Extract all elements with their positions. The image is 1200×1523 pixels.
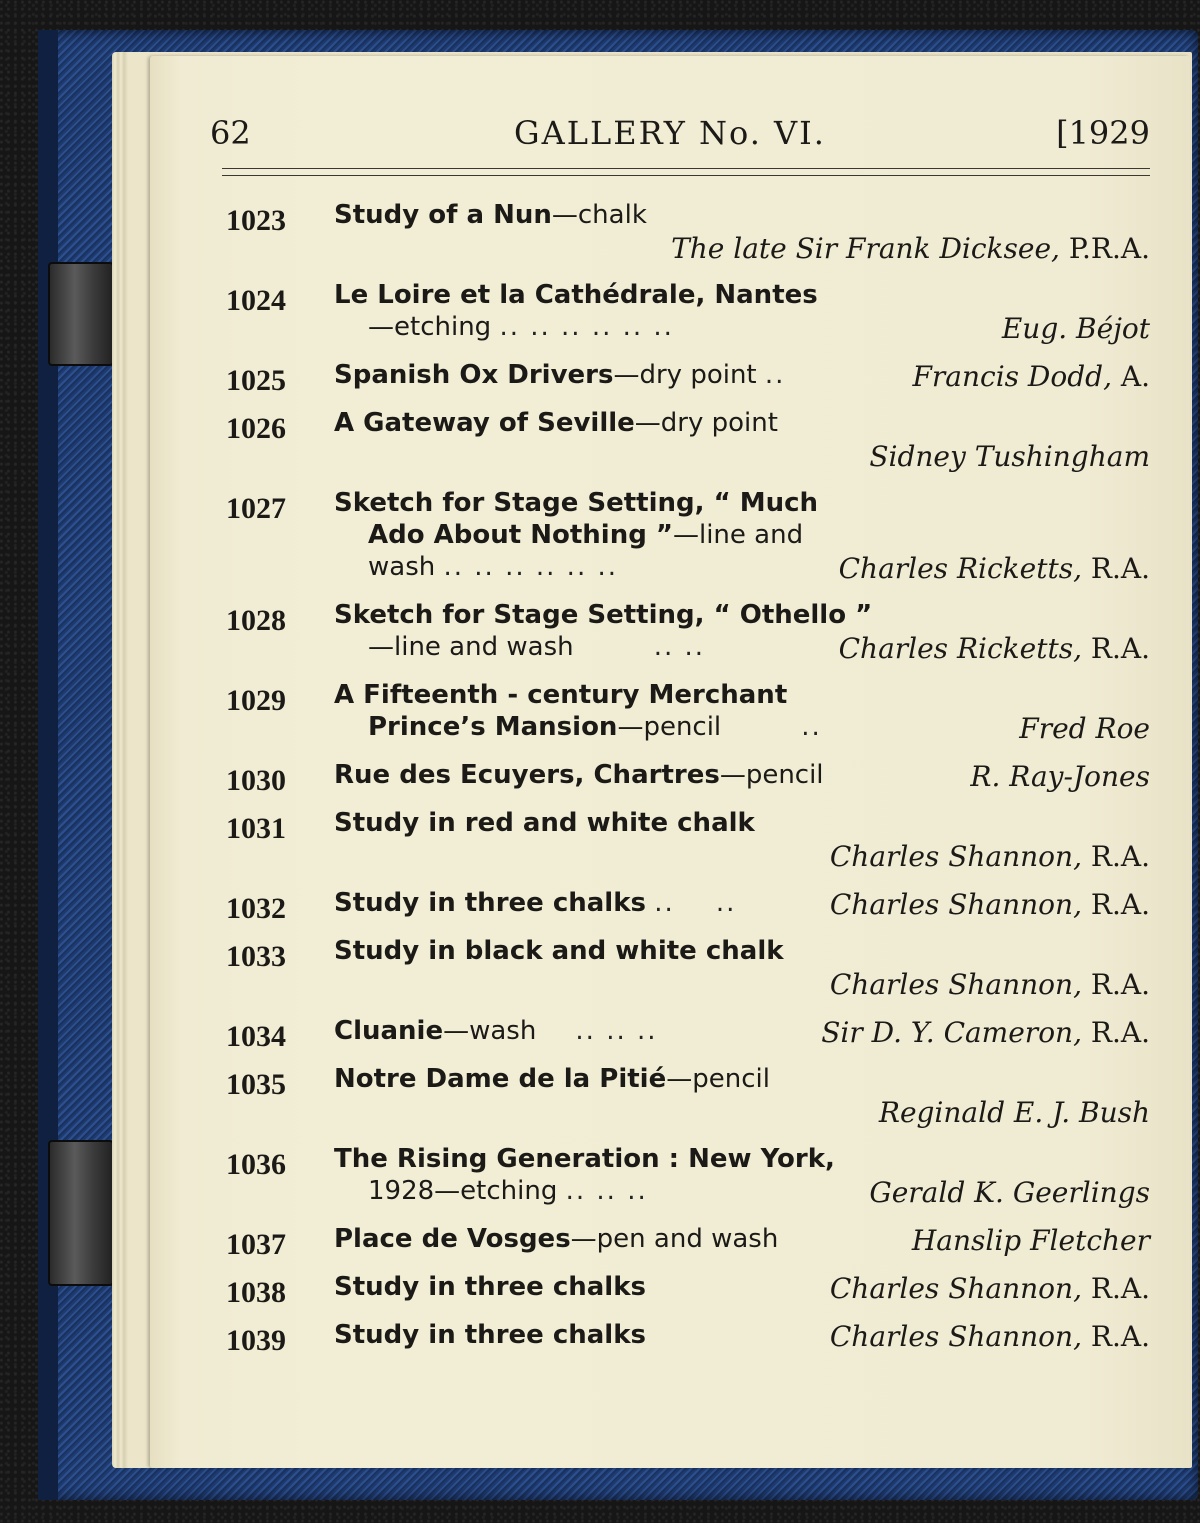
- entry-artist: Charles Shannon, R.A.: [829, 1272, 1150, 1305]
- entry-artist-line: [150, 968, 1190, 1002]
- entry-title: A Fifteenth - century Merchant: [334, 680, 788, 710]
- entry-artist: Gerald K. Geerlings: [869, 1176, 1150, 1209]
- entry-artist: Fred Roe: [1019, 712, 1150, 745]
- entry-title: The Rising Generation : New York,: [334, 1144, 835, 1174]
- entry-title: Study in red and white chalk: [334, 808, 755, 838]
- entry-artist: Sidney Tushingham: [869, 440, 1150, 473]
- entry-title: Study in three chalks .. ..: [334, 888, 737, 918]
- binding-clasp-top: [48, 262, 114, 366]
- entry-number: 1035: [226, 1068, 286, 1101]
- entry-artist: Sir D. Y. Cameron, R.A.: [821, 1016, 1150, 1049]
- catalogue-page: [150, 56, 1190, 1468]
- entry-medium: —etching .. .. .. .. .. ..: [368, 312, 674, 342]
- entry-number: 1039: [226, 1324, 286, 1357]
- entry-artist: Charles Ricketts, R.A.: [838, 632, 1150, 665]
- entry-title-continued: Ado About Nothing ”—line and: [368, 520, 804, 550]
- entry-number: 1036: [226, 1148, 286, 1181]
- entry-number: 1034: [226, 1020, 286, 1053]
- entry-artist: R. Ray-Jones: [970, 760, 1150, 793]
- entry-artist: Charles Ricketts, R.A.: [838, 552, 1150, 585]
- entry-artist: The late Sir Frank Dicksee, P.R.A.: [671, 232, 1150, 265]
- catalogue-entry: [150, 936, 1190, 973]
- entry-artist-line: wash .. .. .. .. .. .. Charles Ricketts, R.A.: [368, 552, 1150, 585]
- entry-number: 1025: [226, 364, 286, 397]
- entry-artist-line: 1928—etching .. .. .. Gerald K. Geerlings: [368, 1176, 1150, 1209]
- header-rule-bottom: [222, 175, 1150, 176]
- entry-title: Study in three chalks: [334, 1320, 646, 1350]
- entry-artist: Francis Dodd, A.: [912, 360, 1150, 393]
- entry-artist-line: —line and wash .. .. Charles Ricketts, R.A.: [368, 632, 1150, 665]
- entry-artist-line: [150, 312, 1190, 346]
- entry-number: 1037: [226, 1228, 286, 1261]
- entry-number: 1023: [226, 204, 286, 237]
- entry-artist-line: [150, 232, 1190, 266]
- entry-title: Notre Dame de la Pitié—pencil: [334, 1064, 770, 1094]
- entry-number: 1032: [226, 892, 286, 925]
- entry-number: 1038: [226, 1276, 286, 1309]
- entry-title: Study of a Nun—chalk: [334, 200, 647, 230]
- catalogue-entry: [150, 1320, 1190, 1357]
- entry-number: 1024: [226, 284, 286, 317]
- entry-artist-line: [150, 440, 1190, 474]
- binding-clasp-bottom: [48, 1140, 114, 1286]
- catalogue-entry: [150, 680, 1190, 717]
- entry-artist: Reginald E. J. Bush: [878, 1096, 1150, 1129]
- entry-artist: Charles Shannon, R.A.: [829, 968, 1150, 1001]
- catalogue-entry: [150, 488, 1190, 525]
- page-year: [1929: [1056, 114, 1150, 152]
- entry-number: 1027: [226, 492, 286, 525]
- catalogue-entry: [150, 1064, 1190, 1101]
- entry-title: Place de Vosges—pen and wash: [334, 1224, 779, 1254]
- catalogue-entry: [150, 200, 1190, 237]
- entry-number: 1026: [226, 412, 286, 445]
- catalogue-entry: [150, 1144, 1190, 1181]
- catalogue-entry: [150, 1272, 1190, 1309]
- entry-artist: Hanslip Fletcher: [911, 1224, 1150, 1257]
- catalogue-entry: [150, 1016, 1190, 1053]
- catalogue-entry: [150, 280, 1190, 317]
- entry-number: 1031: [226, 812, 286, 845]
- page-number: 62: [210, 114, 251, 152]
- entry-title: Sketch for Stage Setting, “ Othello ”: [334, 600, 873, 630]
- entry-artist: Charles Shannon, R.A.: [829, 888, 1150, 921]
- entry-title: Rue des Ecuyers, Chartres—pencil: [334, 760, 824, 790]
- entry-title: Le Loire et la Cathédrale, Nantes: [334, 280, 818, 310]
- entry-title: Study in black and white chalk: [334, 936, 784, 966]
- header-rule-top: [222, 168, 1150, 169]
- catalogue-entry: [150, 888, 1190, 925]
- entry-title: Cluanie—wash .. .. ..: [334, 1016, 658, 1046]
- entry-artist: Charles Shannon, R.A.: [829, 840, 1150, 873]
- entry-artist: Charles Shannon, R.A.: [829, 1320, 1150, 1353]
- catalogue-entry: [150, 760, 1190, 797]
- entry-number: 1029: [226, 684, 286, 717]
- catalogue-entry: [150, 808, 1190, 845]
- entry-title: A Gateway of Seville—dry point: [334, 408, 778, 438]
- entry-title: Spanish Ox Drivers—dry point ..: [334, 360, 786, 390]
- entry-artist-line: Prince’s Mansion—pencil .. Fred Roe: [368, 712, 1150, 745]
- catalogue-entry: [150, 408, 1190, 445]
- entry-title: Sketch for Stage Setting, “ Much: [334, 488, 819, 518]
- entry-number: 1028: [226, 604, 286, 637]
- page-title: GALLERY No. VI.: [514, 114, 826, 152]
- entry-number: 1033: [226, 940, 286, 973]
- entry-artist: Eug. Béjot: [1001, 312, 1150, 345]
- entry-artist-line: [150, 1096, 1190, 1130]
- catalogue-entry: [150, 360, 1190, 397]
- catalogue-entry: [150, 600, 1190, 637]
- catalogue-entry: [150, 1224, 1190, 1261]
- entry-artist-line: [150, 840, 1190, 874]
- entry-number: 1030: [226, 764, 286, 797]
- entry-title: Study in three chalks: [334, 1272, 646, 1302]
